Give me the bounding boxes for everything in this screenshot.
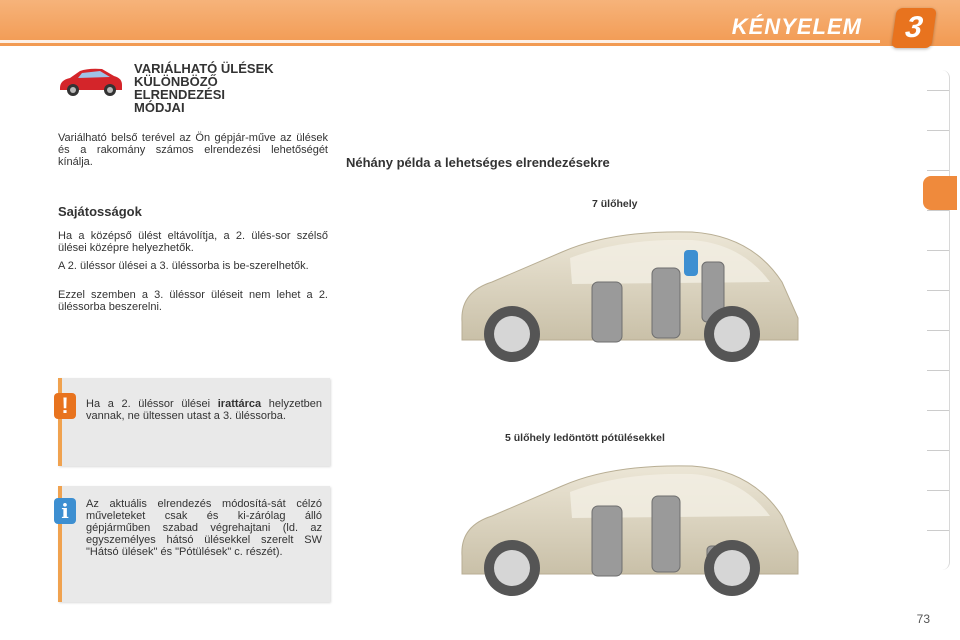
header-stripe	[0, 40, 880, 43]
chapter-tabs	[919, 70, 950, 570]
caption-5-seats: 5 ülőhely ledöntött pótülésekkel	[505, 432, 665, 444]
feature-paragraph: Ezzel szemben a 3. üléssor üléseit nem lehet a 2. üléssorba beszerelni.	[58, 289, 328, 313]
warning-note: Ha a 2. üléssor ülései irattárca helyzetben vannak, ne ültessen utast a 3. üléssorba.	[58, 378, 330, 466]
intro-paragraph: Variálható belső terével az Ön gépjár-műve az ülések és a rakomány számos elrendezési lehetőségét kínálja.	[58, 132, 328, 168]
caption-7-seats: 7 ülőhely	[592, 198, 638, 210]
info-note: Az aktuális elrendezés módosítá-sát célzó műveleteket csak és ki-zárólag álló gépjárműben szabad végrehajtani (ld. az egyszemélyes hátsó ülésekkel szerelt SW "Hátsó ülések" és "Pótülések" c. részét).	[58, 486, 330, 602]
active-chapter-tab[interactable]	[923, 176, 957, 210]
chapter-number-badge: 3	[891, 8, 937, 48]
examples-heading: Néhány példa a lehetséges elrendezésekre	[346, 155, 610, 170]
page-number: 73	[916, 612, 930, 626]
feature-paragraph: Ha a középső ülést eltávolítja, a 2. ülés-sor szélső ülései középre helyezhetők.	[58, 230, 328, 254]
chapter-title: KÉNYELEM	[731, 14, 862, 39]
features-heading: Sajátosságok	[58, 204, 142, 219]
warning-icon: !	[54, 393, 76, 419]
section-title: VARIÁLHATÓ ÜLÉSEK KÜLÖNBÖZŐ ELRENDEZÉSI MÓDJAI	[134, 61, 274, 115]
car-7-seat-layout-illustration	[452, 222, 804, 372]
info-icon: i	[54, 498, 76, 524]
feature-paragraph: A 2. üléssor ülései a 3. üléssorba is be-szerelhetők.	[58, 260, 309, 272]
red-car-icon	[56, 66, 126, 98]
car-5-seat-layout-illustration	[452, 456, 804, 606]
